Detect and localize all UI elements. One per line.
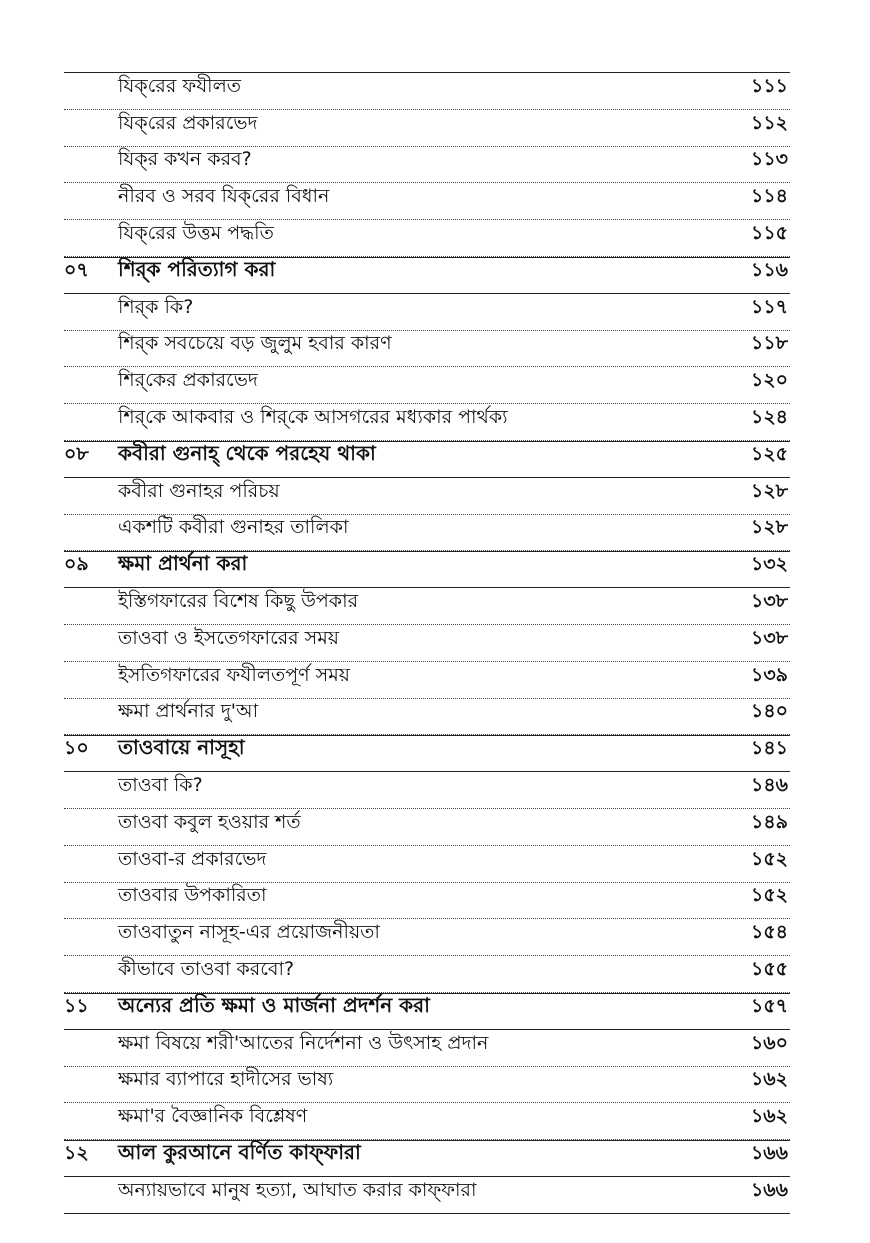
toc-chapter-row bbox=[64, 551, 790, 588]
entry-title: ক্ষমা বিষয়ে শরী'আতের নির্দেশনা ও উৎসাহ প্রদান bbox=[118, 1031, 489, 1054]
entry-title: শির্‌ক পরিত্যাগ করা bbox=[118, 256, 276, 281]
toc-row bbox=[64, 515, 790, 552]
entry-title: তাওবায়ে নাসূহা bbox=[118, 735, 245, 760]
page-number: ১১৩ bbox=[750, 148, 788, 171]
page-number: ১৬২ bbox=[750, 1068, 788, 1091]
page-number: ১৪০ bbox=[750, 700, 788, 723]
toc-row bbox=[64, 1177, 790, 1214]
toc-row bbox=[64, 294, 790, 331]
page-number: ১২৪ bbox=[750, 405, 788, 428]
entry-title: তাওবাতুন নাসূহ-এর প্রয়োজনীয়তা bbox=[118, 921, 380, 944]
toc-row bbox=[64, 588, 790, 625]
page-number: ১৫২ bbox=[750, 847, 788, 870]
toc-chapter-row bbox=[64, 1140, 790, 1177]
entry-title: ক্ষমা প্রার্থনার দু'আ bbox=[118, 700, 259, 723]
entry-title: কবীরা গুনাহ্‌ থেকে পরহেয থাকা bbox=[118, 440, 376, 465]
toc-row bbox=[64, 772, 790, 809]
entry-title: শির্‌কে আকবার ও শির্‌কে আসগরের মধ্যকার পার্থক্য bbox=[118, 405, 508, 428]
entry-title: একশটি কবীরা গুনাহর তালিকা bbox=[118, 516, 349, 539]
entry-title: তাওবা কি? bbox=[118, 773, 203, 796]
page-number: ১৫৭ bbox=[750, 994, 788, 1017]
toc-row bbox=[64, 331, 790, 368]
page-number: ১৩৯ bbox=[750, 663, 788, 686]
page-number: ১৩৮ bbox=[750, 626, 788, 649]
page-number: ১৬৬ bbox=[750, 1178, 788, 1201]
entry-title: নীরব ও সরব যিক্‌রের বিধান bbox=[118, 185, 330, 208]
toc-row bbox=[64, 73, 790, 110]
page-number: ১৩২ bbox=[750, 553, 788, 576]
page-number: ১২৫ bbox=[750, 442, 788, 465]
entry-title: তাওবার উপকারিতা bbox=[118, 884, 267, 907]
entry-title: অন্যের প্রতি ক্ষমা ও মার্জনা প্রদর্শন করা bbox=[118, 992, 430, 1017]
entry-title: কীভাবে তাওবা করবো? bbox=[118, 957, 295, 980]
page-number: ১৬৬ bbox=[750, 1141, 788, 1164]
toc-chapter-row bbox=[64, 993, 790, 1030]
entry-title: আল কুরআনে বর্ণিত কাফ্‌ফারা bbox=[118, 1139, 361, 1164]
chapter-number: ০৯ bbox=[64, 553, 89, 576]
entry-title: তাওবা কবুল হওয়ার শর্ত bbox=[118, 810, 301, 833]
toc-row bbox=[64, 147, 790, 184]
entry-title: তাওবা ও ইসতেগফারের সময় bbox=[118, 626, 339, 649]
page-number: ১২৮ bbox=[750, 516, 788, 539]
page-number: ১৫৪ bbox=[751, 921, 788, 944]
page-number: ১১৬ bbox=[750, 258, 788, 281]
chapter-number: ১১ bbox=[64, 994, 89, 1017]
entry-title: ইসতিগফারের ফযীলতপূর্ণ সময় bbox=[118, 663, 350, 686]
toc-chapter-row bbox=[64, 257, 790, 294]
toc-row bbox=[64, 1067, 790, 1104]
toc-row bbox=[64, 367, 790, 404]
entry-title: কবীরা গুনাহর পরিচয় bbox=[118, 479, 280, 502]
toc-row bbox=[64, 625, 790, 662]
toc-row bbox=[64, 1103, 790, 1140]
page-number: ১১৫ bbox=[751, 221, 788, 244]
page-number: ১৩৮ bbox=[750, 589, 788, 612]
page-number: ১৬২ bbox=[750, 1105, 788, 1128]
toc-row bbox=[64, 883, 790, 920]
entry-title: অন্যায়ভাবে মানুষ হত্যা, আঘাত করার কাফ্‌ফারা bbox=[118, 1178, 477, 1201]
page-number: ১৪৬ bbox=[750, 773, 788, 796]
page-number: ১২০ bbox=[750, 369, 788, 392]
toc-row bbox=[64, 662, 790, 699]
page-number: ১১৮ bbox=[751, 332, 788, 355]
entry-title: শির্‌ক সবচেয়ে বড় জুলুম হবার কারণ bbox=[118, 332, 392, 355]
entry-title: যিক্‌রের উত্তম পদ্ধতি bbox=[118, 221, 274, 244]
entry-title: ইস্তিগফারের বিশেষ কিছু উপকার bbox=[118, 589, 359, 612]
page-number: ১১৭ bbox=[750, 295, 788, 318]
chapter-number: ১০ bbox=[64, 737, 89, 760]
toc-row bbox=[64, 478, 790, 515]
chapter-number: ০৭ bbox=[64, 258, 89, 281]
entry-title: ক্ষমা'র বৈজ্ঞানিক বিশ্লেষণ bbox=[118, 1105, 308, 1128]
table-of-contents bbox=[64, 72, 790, 1214]
page-number: ১১২ bbox=[750, 111, 788, 134]
page-number: ১৫২ bbox=[750, 884, 788, 907]
toc-row bbox=[64, 919, 790, 956]
page-number: ১১১ bbox=[751, 74, 788, 97]
entry-title: শির্‌ক কি? bbox=[118, 295, 194, 318]
toc-chapter-row bbox=[64, 441, 790, 478]
toc-chapter-row bbox=[64, 735, 790, 772]
page-number: ১৪৯ bbox=[751, 810, 788, 833]
entry-title: ক্ষমা প্রার্থনা করা bbox=[118, 551, 248, 576]
toc-row bbox=[64, 220, 790, 257]
entry-title: যিক্‌র কখন করব? bbox=[118, 148, 252, 171]
toc-row bbox=[64, 404, 790, 441]
toc-row bbox=[64, 956, 790, 993]
entry-title: ক্ষমার ব্যাপারে হাদীসের ভাষ্য bbox=[118, 1068, 334, 1091]
page-number: ১৬০ bbox=[750, 1031, 788, 1054]
toc-row bbox=[64, 183, 790, 220]
toc-row bbox=[64, 846, 790, 883]
page-number: ১২৮ bbox=[750, 479, 788, 502]
entry-title: তাওবা-র প্রকারভেদ bbox=[118, 847, 267, 870]
chapter-number: ১২ bbox=[64, 1141, 89, 1164]
toc-row bbox=[64, 699, 790, 736]
entry-title: শির্‌কের প্রকারভেদ bbox=[118, 369, 258, 392]
chapter-number: ০৮ bbox=[64, 442, 89, 465]
entry-title: যিক্‌রের প্রকারভেদ bbox=[118, 111, 258, 134]
toc-row bbox=[64, 110, 790, 147]
page-number: ১১৪ bbox=[751, 185, 788, 208]
toc-row bbox=[64, 809, 790, 846]
page-number: ১৪১ bbox=[751, 737, 788, 760]
entry-title: যিক্‌রের ফযীলত bbox=[118, 74, 242, 97]
page-number: ১৫৫ bbox=[751, 957, 788, 980]
toc-row bbox=[64, 1030, 790, 1067]
